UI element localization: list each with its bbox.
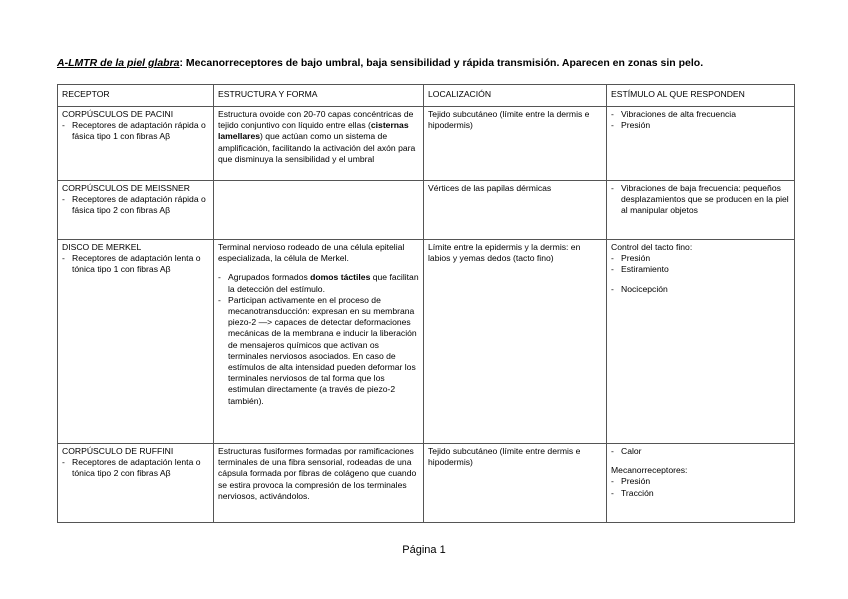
header-receptor: RECEPTOR xyxy=(58,85,214,107)
receptor-desc: Receptores de adaptación lenta o tónica tipo 2 con fibras Aβ xyxy=(72,457,201,479)
estimulo-item: Vibraciones de baja frecuencia: pequeños desplazamientos que se producen en la piel al manipular objetos xyxy=(621,183,789,216)
table-row xyxy=(58,107,795,181)
estructura-intro: Terminal nervioso rodeado de una célula epitelial especializada, la célula de Merkel. xyxy=(218,242,405,264)
estimulo-item: Calor xyxy=(621,446,642,456)
cell-estructura xyxy=(214,181,424,240)
cell-localizacion: Tejido subcutáneo (límite entre dermis e hipodermis) xyxy=(424,444,607,523)
estimulo-item: Estiramiento xyxy=(621,264,669,275)
estructura-bullet: Agrupados formados domos táctiles que facilitan la detección del estímulo. xyxy=(228,272,419,294)
estimulo-item: Tracción xyxy=(621,487,654,498)
estructura-bullet: Participan activamente en el proceso de mecanotransducción: expresan en su membrana piezo-2 —> capaces de detectar deformaciones mecánicas de la membrana e inducir la liberación de mensajeros químicos que activan os terminales nerviosos asociados. En caso de estímulos de alta intensidad pueden deformar los terminales nerviosos de tal forma que los estimulan directamente (a través de piezo-2 también). xyxy=(228,294,417,406)
table-row xyxy=(58,181,795,240)
estructura-text: Estructura ovoide con 20-70 capas concéntricas de tejido conjuntivo con líquido entre ellas ( xyxy=(218,109,414,131)
header-estimulo: ESTÍMULO AL QUE RESPONDEN xyxy=(607,85,795,107)
header-estructura: ESTRUCTURA Y FORMA xyxy=(214,85,424,107)
cell-estructura: Terminal nervioso rodeado de una célula epitelial especializada, la célula de Merkel. - Agrupados formados domos táctiles que facilitan la detección del estímulo. - Participan activamente en el proceso de mecanotransducción: expresan en su membrana piezo-2 —> capaces de detectar deformaciones mecánicas de la membrana e inducir la liberación de mensajeros químicos que activan os terminales nerviosos asociados. En caso de estímulos de alta intensidad pueden deformar los terminales nerviosos de tal forma que los estimulan directamente (a través de piezo-2 también). xyxy=(214,240,424,444)
receptor-desc: Receptores de adaptación lenta o tónica tipo 1 con fibras Aβ xyxy=(72,253,201,275)
receptor-name: DISCO DE MERKEL xyxy=(62,242,142,252)
cell-receptor: CORPÚSCULOS DE PACINI - Receptores de adaptación rápida o fásica tipo 1 con fibras Aβ xyxy=(58,107,214,181)
page-number: Página 1 xyxy=(402,544,446,556)
table-row xyxy=(58,240,795,444)
estimulo-item: Presión xyxy=(621,476,651,487)
estructura-bold: cisternas lamellares xyxy=(218,120,409,142)
cell-estimulo: - Vibraciones de baja frecuencia: pequeños desplazamientos que se producen en la piel al manipular objetos xyxy=(607,181,795,240)
cell-estimulo: Control del tacto fino: - Presión - Estiramiento - Nocicepción xyxy=(607,240,795,444)
estimulo-item: Nocicepción xyxy=(621,283,668,294)
estimulo-item: Vibraciones de alta frecuencia xyxy=(621,109,736,119)
cell-receptor: DISCO DE MERKEL - Receptores de adaptación lenta o tónica tipo 1 con fibras Aβ xyxy=(58,240,214,444)
cell-estructura xyxy=(214,107,424,181)
cell-localizacion: Tejido subcutáneo (límite entre la dermis e hipodermis) xyxy=(424,107,607,181)
receptor-desc: Receptores de adaptación rápida o fásica tipo 2 con fibras Aβ xyxy=(72,194,206,216)
estructura-text: ) que actúan como un sistema de amplificación, facilitando la activación del axón para que disminuya la sensibilidad y el umbral xyxy=(218,131,416,164)
table-row xyxy=(58,444,795,523)
estimulo-item: Presión xyxy=(621,253,651,264)
cell-estimulo: - Calor Mecanorreceptores: - Presión - Tracción xyxy=(607,444,795,523)
receptor-name: CORPÚSCULOS DE PACINI xyxy=(62,109,174,119)
table-header-row xyxy=(58,85,795,107)
cell-localizacion: Vértices de las papilas dérmicas xyxy=(424,181,607,240)
cell-receptor: CORPÚSCULOS DE MEISSNER - Receptores de adaptación rápida o fásica tipo 2 con fibras Aβ xyxy=(58,181,214,240)
receptor-table xyxy=(57,84,795,523)
estimulo-item: Presión xyxy=(621,120,651,131)
cell-localizacion: Límite entre la epidermis y la dermis: en labios y yemas dedos (tacto fino) xyxy=(424,240,607,444)
cell-estructura: Estructuras fusiformes formadas por ramificaciones terminales de una fibra sensorial, rodeadas de una cápsula formada por fibras de colágeno que cuando se estira provoca la compresión de los terminales nerviosos, activándolos. xyxy=(214,444,424,523)
cell-receptor: CORPÚSCULO DE RUFFINI - Receptores de adaptación lenta o tónica tipo 2 con fibras Aβ xyxy=(58,444,214,523)
title-rest: : Mecanorreceptores de bajo umbral, baja sensibilidad y rápida transmisión. Aparecen en zonas sin pelo. xyxy=(179,57,704,69)
estimulo-intro: Mecanorreceptores: xyxy=(611,465,688,476)
receptor-desc: Receptores de adaptación rápida o fásica tipo 1 con fibras Aβ xyxy=(72,120,206,142)
page-title xyxy=(57,56,797,70)
cell-estimulo: - Vibraciones de alta frecuencia - Presión xyxy=(607,107,795,181)
header-localizacion: LOCALIZACIÓN xyxy=(424,85,607,107)
estimulo-intro: Control del tacto fino: xyxy=(611,242,693,252)
receptor-name: CORPÚSCULOS DE MEISSNER xyxy=(62,183,190,193)
receptor-name: CORPÚSCULO DE RUFFINI xyxy=(62,446,174,456)
title-lead: A-LMTR de la piel glabra xyxy=(57,57,180,69)
